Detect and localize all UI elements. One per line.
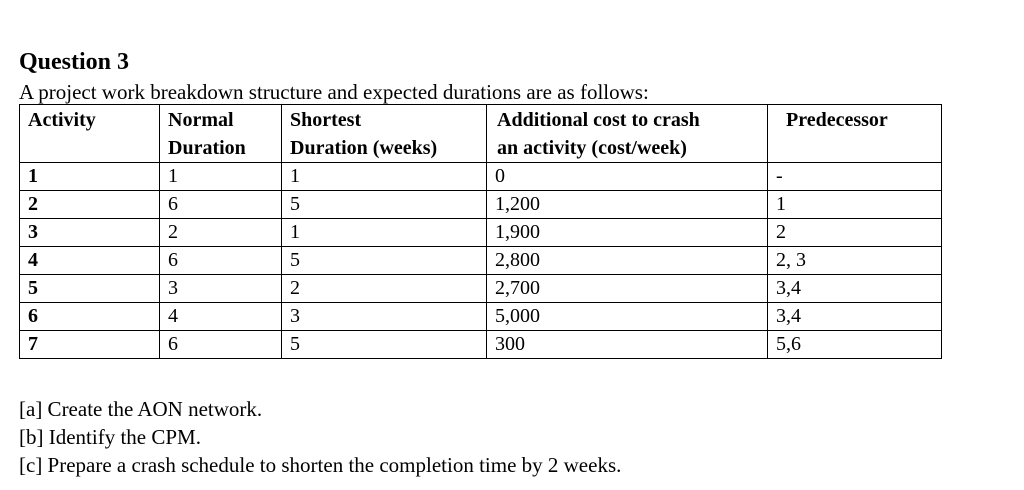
question-heading: Question 3 [19,49,130,75]
cell-shortest-duration: 5 [282,331,487,359]
header-normal-duration-line1: Normal [168,109,234,131]
cell-normal-duration: 1 [160,163,282,191]
header-shortest-duration [282,105,487,163]
question-intro: A project work breakdown structure and expected durations are as follows: [19,80,649,104]
cell-shortest-duration: 2 [282,275,487,303]
cell-activity: 2 [20,191,160,219]
activity-table [19,104,942,359]
task-list [19,395,621,479]
cell-activity: 5 [20,275,160,303]
task-item-c: [c] Prepare a crash schedule to shorten the completion time by 2 weeks. [19,453,622,477]
cell-shortest-duration: 5 [282,191,487,219]
cell-activity: 7 [20,331,160,359]
header-predecessor [768,105,942,163]
table-row [20,219,942,247]
header-normal-duration-line2: Duration [168,137,246,159]
cell-shortest-duration: 3 [282,303,487,331]
header-activity-line1: Activity [28,109,96,131]
cell-normal-duration: 6 [160,247,282,275]
cell-crash-cost: 1,200 [487,191,768,219]
cell-predecessor: 1 [768,191,942,219]
header-shortest-duration-line1: Shortest [290,109,362,131]
table-row [20,163,942,191]
table-row [20,331,942,359]
header-shortest-duration-line2: Duration (weeks) [290,137,438,159]
header-activity [20,105,160,163]
cell-activity: 1 [20,163,160,191]
task-item-b: [b] Identify the CPM. [19,425,201,449]
cell-predecessor: 5,6 [768,331,942,359]
header-normal-duration [160,105,282,163]
cell-crash-cost: 1,900 [487,219,768,247]
cell-predecessor: 3,4 [768,275,942,303]
table-row [20,247,942,275]
table-row [20,191,942,219]
cell-normal-duration: 4 [160,303,282,331]
cell-normal-duration: 2 [160,219,282,247]
header-predecessor-line1: Predecessor [786,109,888,131]
cell-crash-cost: 2,700 [487,275,768,303]
cell-activity: 6 [20,303,160,331]
cell-crash-cost: 300 [487,331,768,359]
cell-normal-duration: 3 [160,275,282,303]
cell-predecessor: 3,4 [768,303,942,331]
table-row [20,275,942,303]
header-crash-cost-line2: an activity (cost/week) [497,137,687,159]
cell-shortest-duration: 1 [282,163,487,191]
header-crash-cost [487,105,768,163]
cell-predecessor: - [768,163,942,191]
task-item-a: [a] Create the AON network. [19,397,263,421]
cell-activity: 3 [20,219,160,247]
cell-activity: 4 [20,247,160,275]
cell-normal-duration: 6 [160,331,282,359]
cell-crash-cost: 0 [487,163,768,191]
header-crash-cost-line1: Additional cost to crash [497,109,700,131]
cell-predecessor: 2 [768,219,942,247]
cell-normal-duration: 6 [160,191,282,219]
cell-shortest-duration: 1 [282,219,487,247]
cell-predecessor: 2, 3 [768,247,942,275]
table-row [20,303,942,331]
table-header-row [20,105,942,163]
cell-crash-cost: 5,000 [487,303,768,331]
cell-shortest-duration: 5 [282,247,487,275]
cell-crash-cost: 2,800 [487,247,768,275]
